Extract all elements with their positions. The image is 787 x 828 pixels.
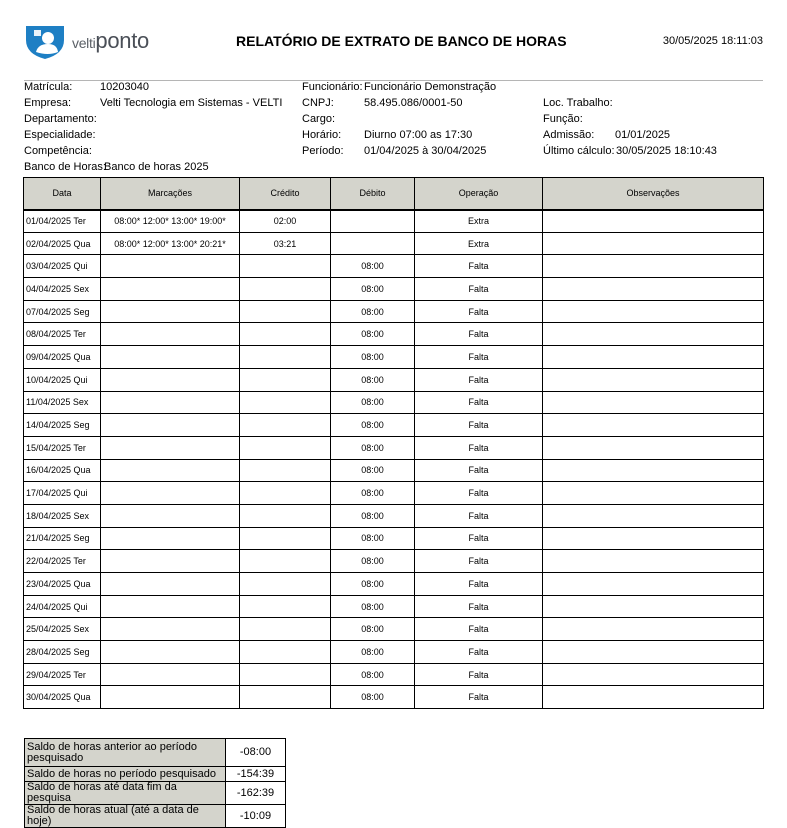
cell-observacoes: [543, 232, 764, 255]
cell-debito: 08:00: [331, 618, 415, 641]
summary-label: Saldo de horas até data fim da pesquisa: [25, 782, 226, 805]
cell-observacoes: [543, 210, 764, 233]
summary-label: Saldo de horas atual (até a data de hoje): [25, 805, 226, 828]
cell-marcacoes: 08:00* 12:00* 13:00* 19:00*: [101, 210, 240, 233]
cell-marcacoes: [101, 550, 240, 573]
cell-operacao: Falta: [415, 459, 543, 482]
cell-marcacoes: [101, 641, 240, 664]
ultimo-calculo-value: 30/05/2025 18:10:43: [616, 145, 717, 157]
cell-data: 04/04/2025 Sex: [24, 278, 101, 301]
cell-observacoes: [543, 323, 764, 346]
matricula-value: 10203040: [100, 81, 149, 93]
table-row: [24, 210, 764, 233]
cell-data: 18/04/2025 Sex: [24, 504, 101, 527]
cell-credito: [240, 482, 331, 505]
cell-marcacoes: [101, 278, 240, 301]
table-row: [24, 482, 764, 505]
cell-observacoes: [543, 663, 764, 686]
cell-data: 16/04/2025 Qua: [24, 459, 101, 482]
cell-debito: 08:00: [331, 595, 415, 618]
table-row: [24, 300, 764, 323]
empresa-value: Velti Tecnologia em Sistemas - VELTI: [100, 97, 283, 109]
cell-debito: [331, 232, 415, 255]
cell-observacoes: [543, 459, 764, 482]
col-header-operacao: Operação: [415, 178, 543, 210]
cell-marcacoes: [101, 482, 240, 505]
cnpj-label: CNPJ:: [302, 97, 334, 109]
loc-trabalho-label: Loc. Trabalho:: [543, 97, 613, 109]
periodo-value: 01/04/2025 à 30/04/2025: [364, 145, 487, 157]
cell-operacao: Falta: [415, 278, 543, 301]
cell-operacao: Falta: [415, 686, 543, 709]
timesheet-table: [23, 177, 764, 709]
cell-operacao: Falta: [415, 618, 543, 641]
banco-horas-label: Banco de Horas:: [24, 161, 106, 173]
cell-observacoes: [543, 255, 764, 278]
cell-debito: 08:00: [331, 391, 415, 414]
cell-data: 15/04/2025 Ter: [24, 436, 101, 459]
cell-observacoes: [543, 278, 764, 301]
cell-marcacoes: [101, 618, 240, 641]
summary-value: -08:00: [226, 739, 286, 767]
cell-credito: [240, 504, 331, 527]
cell-operacao: Falta: [415, 436, 543, 459]
banco-horas-value: Banco de horas 2025: [104, 161, 209, 173]
cell-marcacoes: [101, 595, 240, 618]
summary-label: Saldo de horas anterior ao período pesquisado: [25, 739, 226, 767]
cell-debito: 08:00: [331, 323, 415, 346]
summary-row: [25, 782, 286, 805]
cell-operacao: Falta: [415, 300, 543, 323]
cell-observacoes: [543, 391, 764, 414]
table-row: [24, 323, 764, 346]
cell-observacoes: [543, 414, 764, 437]
cell-operacao: Falta: [415, 573, 543, 596]
summary-value: -154:39: [226, 767, 286, 782]
cell-observacoes: [543, 527, 764, 550]
cell-debito: 08:00: [331, 550, 415, 573]
cell-credito: [240, 618, 331, 641]
table-row: [24, 278, 764, 301]
departamento-label: Departamento:: [24, 113, 97, 125]
cell-credito: [240, 255, 331, 278]
cell-credito: [240, 641, 331, 664]
cell-operacao: Extra: [415, 232, 543, 255]
col-header-credito: Crédito: [240, 178, 331, 210]
cell-data: 30/04/2025 Qua: [24, 686, 101, 709]
table-row: [24, 414, 764, 437]
cell-observacoes: [543, 641, 764, 664]
table-row: [24, 232, 764, 255]
cell-credito: [240, 595, 331, 618]
cell-data: 21/04/2025 Seg: [24, 527, 101, 550]
cell-credito: [240, 550, 331, 573]
cell-data: 09/04/2025 Qua: [24, 346, 101, 369]
veltiponto-logo: [24, 22, 149, 60]
table-row: [24, 595, 764, 618]
table-row: [24, 346, 764, 369]
cell-observacoes: [543, 573, 764, 596]
cell-debito: 08:00: [331, 300, 415, 323]
cell-credito: [240, 391, 331, 414]
funcionario-value: Funcionário Demonstração: [364, 81, 497, 93]
cell-credito: [240, 573, 331, 596]
cell-credito: [240, 527, 331, 550]
cell-marcacoes: [101, 346, 240, 369]
summary-value: -10:09: [226, 805, 286, 828]
cell-credito: [240, 346, 331, 369]
cell-operacao: Falta: [415, 323, 543, 346]
cell-marcacoes: [101, 323, 240, 346]
cell-marcacoes: [101, 255, 240, 278]
table-row: [24, 368, 764, 391]
cell-debito: 08:00: [331, 641, 415, 664]
cell-debito: [331, 210, 415, 233]
cell-debito: 08:00: [331, 255, 415, 278]
summary-value: -162:39: [226, 782, 286, 805]
cell-data: 17/04/2025 Qui: [24, 482, 101, 505]
cell-marcacoes: [101, 459, 240, 482]
cell-credito: [240, 414, 331, 437]
cell-operacao: Falta: [415, 368, 543, 391]
logo-prefix: velti: [72, 35, 96, 51]
especialidade-label: Especialidade:: [24, 129, 96, 141]
table-header-row: [24, 178, 764, 210]
admissao-value: 01/01/2025: [615, 129, 671, 141]
cell-observacoes: [543, 618, 764, 641]
cell-operacao: Falta: [415, 504, 543, 527]
summary-label: Saldo de horas no período pesquisado: [25, 767, 226, 782]
cell-debito: 08:00: [331, 686, 415, 709]
table-row: [24, 663, 764, 686]
cell-operacao: Falta: [415, 663, 543, 686]
table-row: [24, 504, 764, 527]
cell-observacoes: [543, 368, 764, 391]
cell-debito: 08:00: [331, 482, 415, 505]
report-generated-datetime: 30/05/2025 18:11:03: [662, 35, 763, 47]
cell-marcacoes: [101, 391, 240, 414]
cell-data: 01/04/2025 Ter: [24, 210, 101, 233]
cell-data: 23/04/2025 Qua: [24, 573, 101, 596]
cell-debito: 08:00: [331, 436, 415, 459]
summary-row: [25, 739, 286, 767]
cell-debito: 08:00: [331, 663, 415, 686]
cell-operacao: Falta: [415, 482, 543, 505]
cell-data: 24/04/2025 Qui: [24, 595, 101, 618]
table-row: [24, 527, 764, 550]
cell-operacao: Falta: [415, 595, 543, 618]
cell-credito: [240, 300, 331, 323]
cell-data: 10/04/2025 Qui: [24, 368, 101, 391]
cell-marcacoes: [101, 504, 240, 527]
cell-debito: 08:00: [331, 459, 415, 482]
cell-credito: [240, 368, 331, 391]
periodo-label: Período:: [302, 145, 344, 157]
cell-credito: [240, 663, 331, 686]
cell-operacao: Falta: [415, 391, 543, 414]
summary-row: [25, 767, 286, 782]
matricula-label: Matrícula:: [24, 81, 73, 93]
table-row: [24, 550, 764, 573]
ultimo-calculo-label: Último cálculo:: [543, 145, 615, 157]
cell-operacao: Falta: [415, 550, 543, 573]
cell-observacoes: [543, 436, 764, 459]
funcao-label: Função:: [543, 113, 583, 125]
cell-data: 11/04/2025 Sex: [24, 391, 101, 414]
cell-marcacoes: [101, 436, 240, 459]
cell-marcacoes: [101, 663, 240, 686]
cell-observacoes: [543, 686, 764, 709]
cell-marcacoes: [101, 300, 240, 323]
col-header-marcacoes: Marcações: [101, 178, 240, 210]
cell-operacao: Falta: [415, 346, 543, 369]
cell-marcacoes: [101, 414, 240, 437]
horario-label: Horário:: [302, 129, 342, 141]
funcionario-label: Funcionário:: [302, 81, 363, 93]
cell-credito: 03:21: [240, 232, 331, 255]
cell-observacoes: [543, 346, 764, 369]
cell-debito: 08:00: [331, 527, 415, 550]
cell-operacao: Falta: [415, 414, 543, 437]
cell-debito: 08:00: [331, 278, 415, 301]
report-title: RELATÓRIO DE EXTRATO DE BANCO DE HORAS: [236, 33, 567, 49]
cell-data: 02/04/2025 Qua: [24, 232, 101, 255]
cell-credito: [240, 278, 331, 301]
cell-operacao: Falta: [415, 527, 543, 550]
cell-debito: 08:00: [331, 504, 415, 527]
cell-observacoes: [543, 595, 764, 618]
cell-credito: [240, 459, 331, 482]
shield-user-icon: [24, 22, 66, 60]
cell-credito: 02:00: [240, 210, 331, 233]
table-row: [24, 391, 764, 414]
cnpj-value: 58.495.086/0001-50: [364, 97, 463, 109]
cell-marcacoes: [101, 527, 240, 550]
cell-debito: 08:00: [331, 346, 415, 369]
cell-credito: [240, 686, 331, 709]
cell-marcacoes: [101, 368, 240, 391]
cell-marcacoes: 08:00* 12:00* 13:00* 20:21*: [101, 232, 240, 255]
cell-observacoes: [543, 550, 764, 573]
cell-data: 07/04/2025 Seg: [24, 300, 101, 323]
logo-main: ponto: [95, 28, 149, 53]
table-row: [24, 641, 764, 664]
cell-operacao: Falta: [415, 255, 543, 278]
competencia-label: Competência:: [24, 145, 92, 157]
table-row: [24, 436, 764, 459]
horario-value: Diurno 07:00 as 17:30: [364, 129, 473, 141]
cell-observacoes: [543, 300, 764, 323]
cell-data: 08/04/2025 Ter: [24, 323, 101, 346]
cell-marcacoes: [101, 686, 240, 709]
table-row: [24, 573, 764, 596]
cell-debito: 08:00: [331, 368, 415, 391]
table-row: [24, 459, 764, 482]
cell-credito: [240, 323, 331, 346]
balance-summary: [24, 738, 286, 828]
cell-credito: [240, 436, 331, 459]
cell-marcacoes: [101, 573, 240, 596]
col-header-observacoes: Observações: [543, 178, 764, 210]
col-header-data: Data: [24, 178, 101, 210]
cell-operacao: Falta: [415, 641, 543, 664]
cell-data: 29/04/2025 Ter: [24, 663, 101, 686]
cell-data: 22/04/2025 Ter: [24, 550, 101, 573]
table-row: [24, 686, 764, 709]
table-row: [24, 618, 764, 641]
table-row: [24, 255, 764, 278]
col-header-debito: Débito: [331, 178, 415, 210]
cell-debito: 08:00: [331, 573, 415, 596]
cell-data: 28/04/2025 Seg: [24, 641, 101, 664]
empresa-label: Empresa:: [24, 97, 72, 109]
logo-text: [72, 28, 149, 54]
cell-observacoes: [543, 504, 764, 527]
summary-row: [25, 805, 286, 828]
cell-data: 14/04/2025 Seg: [24, 414, 101, 437]
cell-data: 25/04/2025 Sex: [24, 618, 101, 641]
cell-debito: 08:00: [331, 414, 415, 437]
cell-observacoes: [543, 482, 764, 505]
cell-data: 03/04/2025 Qui: [24, 255, 101, 278]
cargo-label: Cargo:: [302, 113, 336, 125]
cell-operacao: Extra: [415, 210, 543, 233]
report-header: [0, 0, 787, 80]
admissao-label: Admissão:: [543, 129, 595, 141]
